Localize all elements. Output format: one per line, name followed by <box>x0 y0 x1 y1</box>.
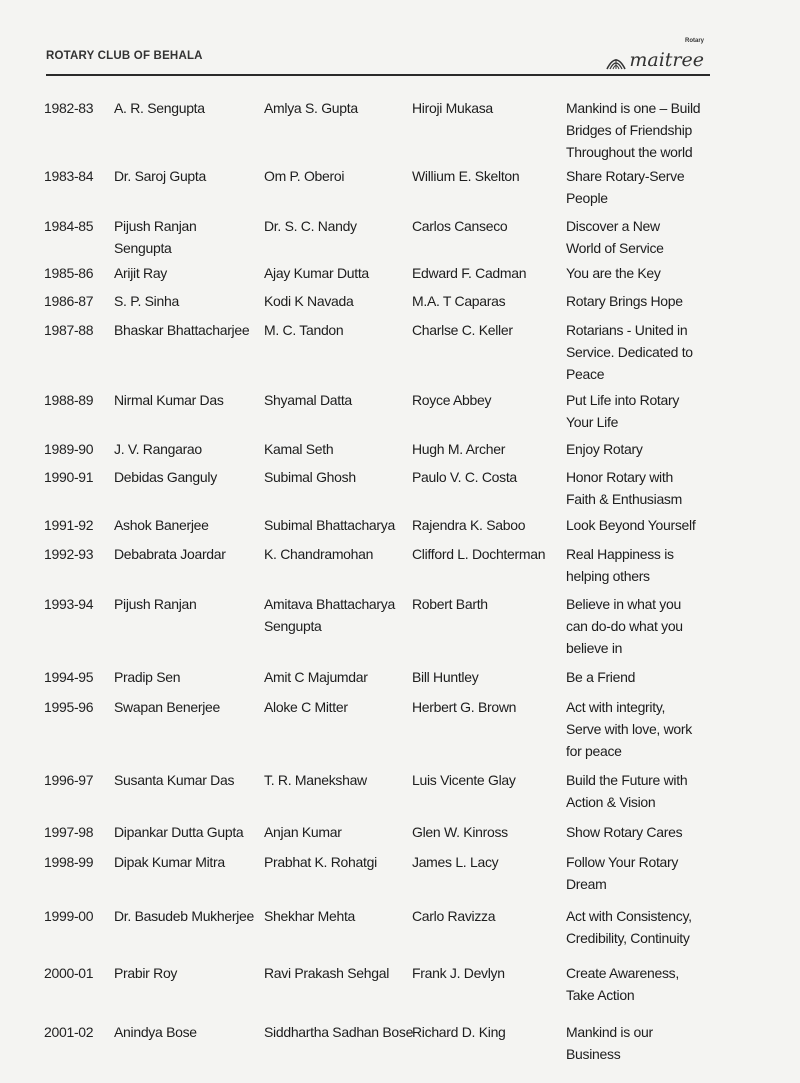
year-cell: 1999-00 <box>44 908 94 924</box>
year-cell: 1992-93 <box>44 546 94 562</box>
year-cell: 1986-87 <box>44 293 94 309</box>
theme-cell: Mankind is our Business <box>566 1024 653 1062</box>
theme-cell: Act with integrity, Serve with love, work for peace <box>566 699 692 759</box>
president-cell: Nirmal Kumar Das <box>114 392 224 408</box>
club-name: ROTARY CLUB OF BEHALA <box>46 50 203 62</box>
president-cell: Susanta Kumar Das <box>114 772 235 788</box>
ri-president-cell: Paulo V. C. Costa <box>412 469 517 485</box>
governor-cell: Subimal Bhattacharya <box>264 517 395 533</box>
ri-president-cell: Herbert G. Brown <box>412 699 517 715</box>
president-cell: S. P. Sinha <box>114 293 179 309</box>
year-cell: 1991-92 <box>44 517 94 533</box>
theme-cell: Mankind is one – Build Bridges of Friendship Throughout the world <box>566 100 701 160</box>
governor-cell: Ajay Kumar Dutta <box>264 265 369 281</box>
ri-president-cell: Glen W. Kinross <box>412 824 508 840</box>
theme-cell: Act with Consistency, Credibility, Continuity <box>566 908 692 946</box>
ri-president-cell: James L. Lacy <box>412 854 499 870</box>
governor-cell: Amitava Bhattacharya Sengupta <box>264 596 395 634</box>
governor-cell: Prabhat K. Rohatgi <box>264 854 377 870</box>
ri-president-cell: Carlo Ravizza <box>412 908 496 924</box>
ri-president-cell: Richard D. King <box>412 1024 506 1040</box>
theme-cell: Show Rotary Cares <box>566 824 683 840</box>
president-cell: Ashok Banerjee <box>114 517 209 533</box>
president-cell: Pradip Sen <box>114 669 181 685</box>
governor-cell: Om P. Oberoi <box>264 168 345 184</box>
logo-rotary-label: Rotary <box>684 38 704 44</box>
governor-cell: Amlya S. Gupta <box>264 100 358 116</box>
year-cell: 1990-91 <box>44 469 94 485</box>
governor-cell: Kamal Seth <box>264 441 334 457</box>
president-cell: Dipak Kumar Mitra <box>114 854 225 870</box>
president-cell: Debabrata Joardar <box>114 546 226 562</box>
ri-president-cell: Rajendra K. Saboo <box>412 517 526 533</box>
ri-president-cell: M.A. T Caparas <box>412 293 506 309</box>
ri-president-cell: Hiroji Mukasa <box>412 100 493 116</box>
ri-president-cell: Willium E. Skelton <box>412 168 520 184</box>
president-cell: Anindya Bose <box>114 1024 197 1040</box>
president-cell: Debidas Ganguly <box>114 469 217 485</box>
ri-president-cell: Frank J. Devlyn <box>412 965 505 981</box>
governor-cell: Ravi Prakash Sehgal <box>264 965 390 981</box>
president-cell: Dipankar Dutta Gupta <box>114 824 244 840</box>
ri-president-cell: Charlse C. Keller <box>412 322 513 338</box>
theme-cell: Believe in what you can do-do what you believe in <box>566 596 683 656</box>
theme-cell: Honor Rotary with Faith & Enthusiasm <box>566 469 682 507</box>
governor-cell: M. C. Tandon <box>264 322 344 338</box>
theme-cell: Rotarians - United in Service. Dedicated to Peace <box>566 322 693 382</box>
year-cell: 1985-86 <box>44 265 94 281</box>
theme-cell: Put Life into Rotary Your Life <box>566 392 680 430</box>
ri-president-cell: Hugh M. Archer <box>412 441 506 457</box>
governor-cell: Shekhar Mehta <box>264 908 356 924</box>
ri-president-cell: Robert Barth <box>412 596 488 612</box>
ri-president-cell: Luis Vicente Glay <box>412 772 516 788</box>
theme-cell: Be a Friend <box>566 669 636 685</box>
president-cell: J. V. Rangarao <box>114 441 202 457</box>
president-cell: Bhaskar Bhattacharjee <box>114 322 250 338</box>
year-cell: 1989-90 <box>44 441 94 457</box>
year-cell: 2001-02 <box>44 1024 94 1040</box>
governor-cell: Amit C Majumdar <box>264 669 368 685</box>
year-cell: 1996-97 <box>44 772 94 788</box>
ri-president-cell: Bill Huntley <box>412 669 479 685</box>
governor-cell: T. R. Manekshaw <box>264 772 367 788</box>
theme-cell: Follow Your Rotary Dream <box>566 854 679 892</box>
year-cell: 1994-95 <box>44 669 94 685</box>
year-cell: 1983-84 <box>44 168 94 184</box>
president-cell: Swapan Benerjee <box>114 699 221 715</box>
president-cell: Dr. Basudeb Mukherjee <box>114 908 255 924</box>
president-cell: Pijush Ranjan <box>114 596 197 612</box>
ri-president-cell: Edward F. Cadman <box>412 265 527 281</box>
ri-president-cell: Carlos Canseco <box>412 218 508 234</box>
governor-cell: Kodi K Navada <box>264 293 354 309</box>
year-cell: 1982-83 <box>44 100 94 116</box>
theme-cell: You are the Key <box>566 265 661 281</box>
governor-cell: Shyamal Datta <box>264 392 352 408</box>
theme-cell: Rotary Brings Hope <box>566 293 683 309</box>
governor-cell: Anjan Kumar <box>264 824 342 840</box>
president-cell: Pijush Ranjan Sengupta <box>114 218 197 256</box>
year-cell: 1987-88 <box>44 322 94 338</box>
theme-cell: Real Happiness is helping others <box>566 546 674 584</box>
governor-cell: Siddhartha Sadhan Bose <box>264 1024 414 1040</box>
theme-cell: Enjoy Rotary <box>566 441 643 457</box>
president-cell: Prabir Roy <box>114 965 178 981</box>
governor-cell: Aloke C Mitter <box>264 699 348 715</box>
year-cell: 1995-96 <box>44 699 94 715</box>
theme-cell: Create Awareness, Take Action <box>566 965 679 1003</box>
governor-cell: Dr. S. C. Nandy <box>264 218 357 234</box>
theme-cell: Share Rotary-Serve People <box>566 168 685 206</box>
year-cell: 2000-01 <box>44 965 94 981</box>
governor-cell: K. Chandramohan <box>264 546 374 562</box>
theme-cell: Discover a New World of Service <box>566 218 664 256</box>
governor-cell: Subimal Ghosh <box>264 469 356 485</box>
year-cell: 1993-94 <box>44 596 94 612</box>
year-cell: 1998-99 <box>44 854 94 870</box>
president-cell: Arijit Ray <box>114 265 168 281</box>
ri-president-cell: Royce Abbey <box>412 392 492 408</box>
year-cell: 1997-98 <box>44 824 94 840</box>
president-cell: A. R. Sengupta <box>114 100 205 116</box>
theme-cell: Look Beyond Yourself <box>566 517 696 533</box>
theme-cell: Build the Future with Action & Vision <box>566 772 688 810</box>
ri-president-cell: Clifford L. Dochterman <box>412 546 546 562</box>
year-cell: 1988-89 <box>44 392 94 408</box>
president-cell: Dr. Saroj Gupta <box>114 168 206 184</box>
logo-text: maitree <box>629 49 704 71</box>
year-cell: 1984-85 <box>44 218 94 234</box>
